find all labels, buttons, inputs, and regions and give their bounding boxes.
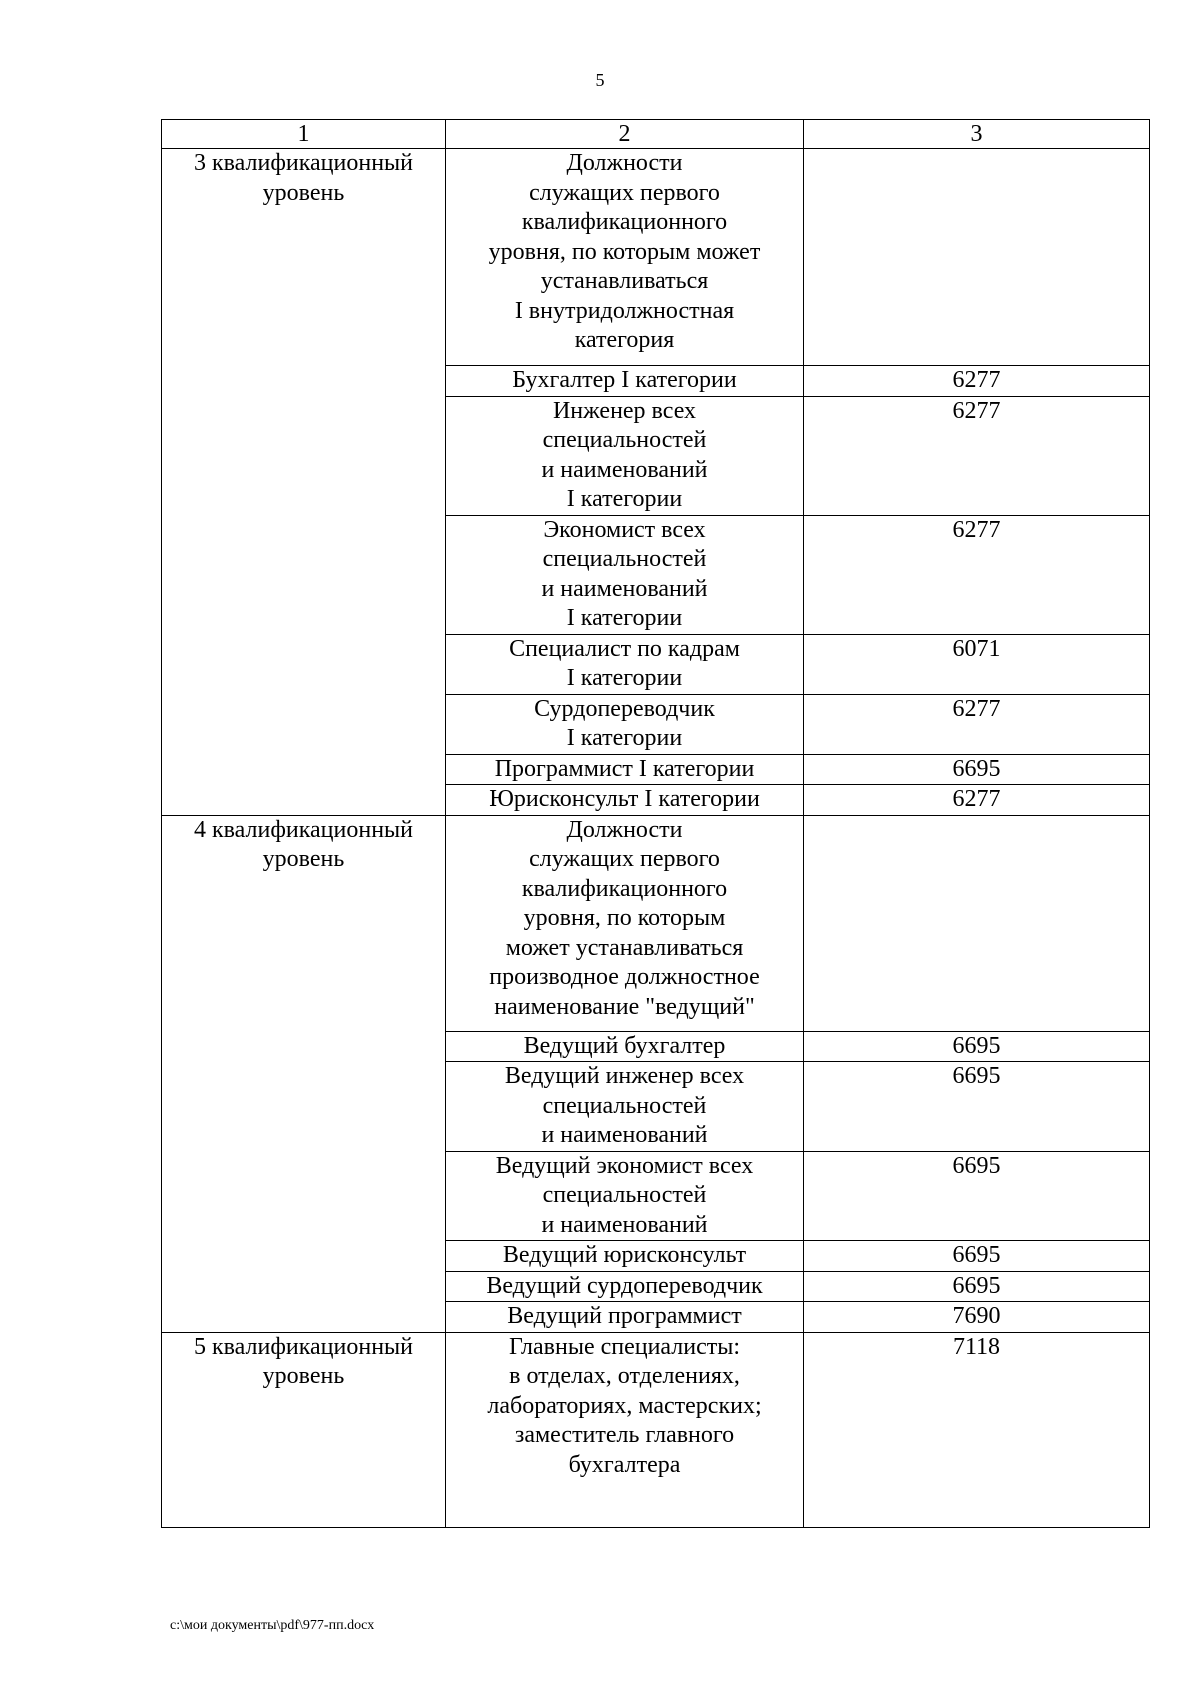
salary-cell: 6695 bbox=[804, 1271, 1150, 1302]
salary-cell: 6695 bbox=[804, 1062, 1150, 1152]
position-cell: Сурдопереводчик I категории bbox=[446, 694, 804, 754]
header-col-3: 3 bbox=[804, 120, 1150, 149]
salary-cell: 6695 bbox=[804, 1241, 1150, 1272]
salary-cell: 7118 bbox=[804, 1332, 1150, 1527]
header-col-1: 1 bbox=[162, 120, 446, 149]
position-cell: Должности служащих первого квалификационного уровня, по которым может устанавливаться I внутридолжностная категория bbox=[446, 149, 804, 366]
position-cell: Программист I категории bbox=[446, 754, 804, 785]
qualification-level: 4 квалификационный уровень bbox=[162, 815, 446, 1332]
table-row bbox=[162, 1332, 1150, 1527]
salary-cell: 6071 bbox=[804, 634, 1150, 694]
position-cell: Ведущий юрисконсульт bbox=[446, 1241, 804, 1272]
position-cell: Ведущий программист bbox=[446, 1302, 804, 1333]
table-row bbox=[162, 149, 1150, 366]
position-cell: Бухгалтер I категории bbox=[446, 366, 804, 397]
header-col-2: 2 bbox=[446, 120, 804, 149]
document-path: c:\мои документы\pdf\977-пп.docx bbox=[170, 1618, 375, 1633]
position-cell: Ведущий сурдопереводчик bbox=[446, 1271, 804, 1302]
salary-cell: 6277 bbox=[804, 694, 1150, 754]
position-cell: Специалист по кадрам I категории bbox=[446, 634, 804, 694]
salary-cell: 6695 bbox=[804, 1151, 1150, 1241]
position-cell: Ведущий инженер всех специальностей и наименований bbox=[446, 1062, 804, 1152]
salary-cell: 6695 bbox=[804, 754, 1150, 785]
salary-cell: 6277 bbox=[804, 366, 1150, 397]
qualification-level: 3 квалификационный уровень bbox=[162, 149, 446, 816]
page-number: 5 bbox=[595, 70, 605, 90]
position-cell: Ведущий экономист всех специальностей и наименований bbox=[446, 1151, 804, 1241]
qualification-level: 5 квалификационный уровень bbox=[162, 1332, 446, 1527]
position-cell: Экономист всех специальностей и наименований I категории bbox=[446, 515, 804, 634]
position-cell: Юрисконсульт I категории bbox=[446, 785, 804, 816]
position-cell: Ведущий бухгалтер bbox=[446, 1031, 804, 1062]
table-header-row bbox=[162, 120, 1150, 149]
salary-cell: 6277 bbox=[804, 515, 1150, 634]
salary-table bbox=[161, 119, 1150, 1528]
salary-cell: 6695 bbox=[804, 1031, 1150, 1062]
position-cell: Инженер всех специальностей и наименований I категории bbox=[446, 396, 804, 515]
salary-cell bbox=[804, 149, 1150, 366]
position-cell: Главные специалисты: в отделах, отделениях, лабораториях, мастерских; заместитель главного бухгалтера bbox=[446, 1332, 804, 1527]
salary-cell: 7690 bbox=[804, 1302, 1150, 1333]
salary-cell bbox=[804, 815, 1150, 1031]
salary-cell: 6277 bbox=[804, 785, 1150, 816]
table-row bbox=[162, 815, 1150, 1031]
salary-cell: 6277 bbox=[804, 396, 1150, 515]
position-cell: Должности служащих первого квалификационного уровня, по которым может устанавливаться производное должностное наименование "ведущий" bbox=[446, 815, 804, 1031]
